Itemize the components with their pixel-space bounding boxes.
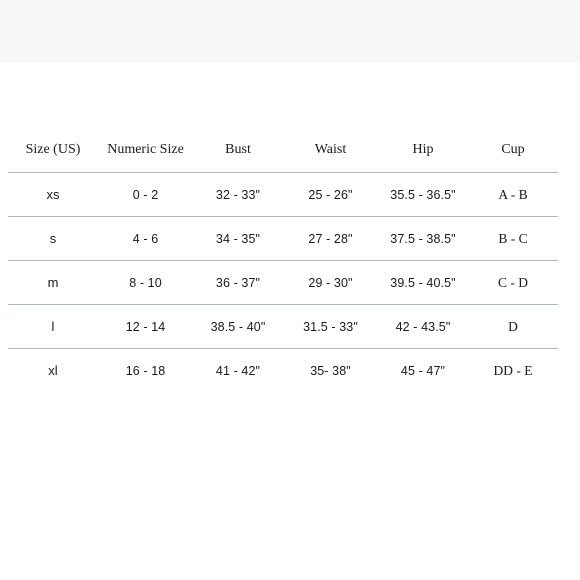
numeric-size-cell: 12 - 14 [98, 305, 193, 349]
table-header-row [8, 128, 558, 173]
header-size-us: Size (US) [8, 128, 98, 173]
table-row [8, 173, 558, 217]
waist-cell: 25 - 26" [283, 173, 378, 217]
cup-cell: A - B [468, 173, 558, 217]
table-row [8, 217, 558, 261]
numeric-size-cell: 4 - 6 [98, 217, 193, 261]
waist-cell: 35- 38" [310, 363, 351, 378]
hip-cell: 45 - 47" [400, 363, 446, 378]
size-cell: s [8, 217, 98, 261]
numeric-size-cell: 16 - 18 [125, 363, 166, 378]
header-bust: Bust [193, 128, 283, 173]
bust-cell: 41 - 42" [215, 363, 261, 378]
numeric-size-cell: 8 - 10 [98, 261, 193, 305]
cup-cell: D [468, 305, 558, 349]
size-cell: xl [48, 363, 58, 378]
cup-cell: DD - E [493, 362, 533, 378]
waist-cell: 29 - 30" [283, 261, 378, 305]
header-hip: Hip [378, 128, 468, 173]
header-numeric-size: Numeric Size [98, 128, 193, 173]
hip-cell: 35.5 - 36.5" [378, 173, 468, 217]
table-row [8, 261, 558, 305]
hip-cell: 39.5 - 40.5" [378, 261, 468, 305]
bust-cell: 34 - 35" [193, 217, 283, 261]
size-cell: l [8, 305, 98, 349]
hip-cell: 37.5 - 38.5" [378, 217, 468, 261]
bust-cell: 36 - 37" [193, 261, 283, 305]
waist-cell: 31.5 - 33" [283, 305, 378, 349]
table-row [8, 349, 558, 393]
cup-cell: C - D [468, 261, 558, 305]
cup-cell: B - C [468, 217, 558, 261]
size-chart-table [8, 128, 558, 392]
size-cell: m [8, 261, 98, 305]
size-cell: xs [8, 173, 98, 217]
table-row [8, 305, 558, 349]
waist-cell: 27 - 28" [283, 217, 378, 261]
numeric-size-cell: 0 - 2 [98, 173, 193, 217]
top-band [0, 0, 580, 62]
bust-cell: 32 - 33" [193, 173, 283, 217]
header-cup: Cup [468, 128, 558, 173]
hip-cell: 42 - 43.5" [378, 305, 468, 349]
header-waist: Waist [283, 128, 378, 173]
bust-cell: 38.5 - 40" [193, 305, 283, 349]
